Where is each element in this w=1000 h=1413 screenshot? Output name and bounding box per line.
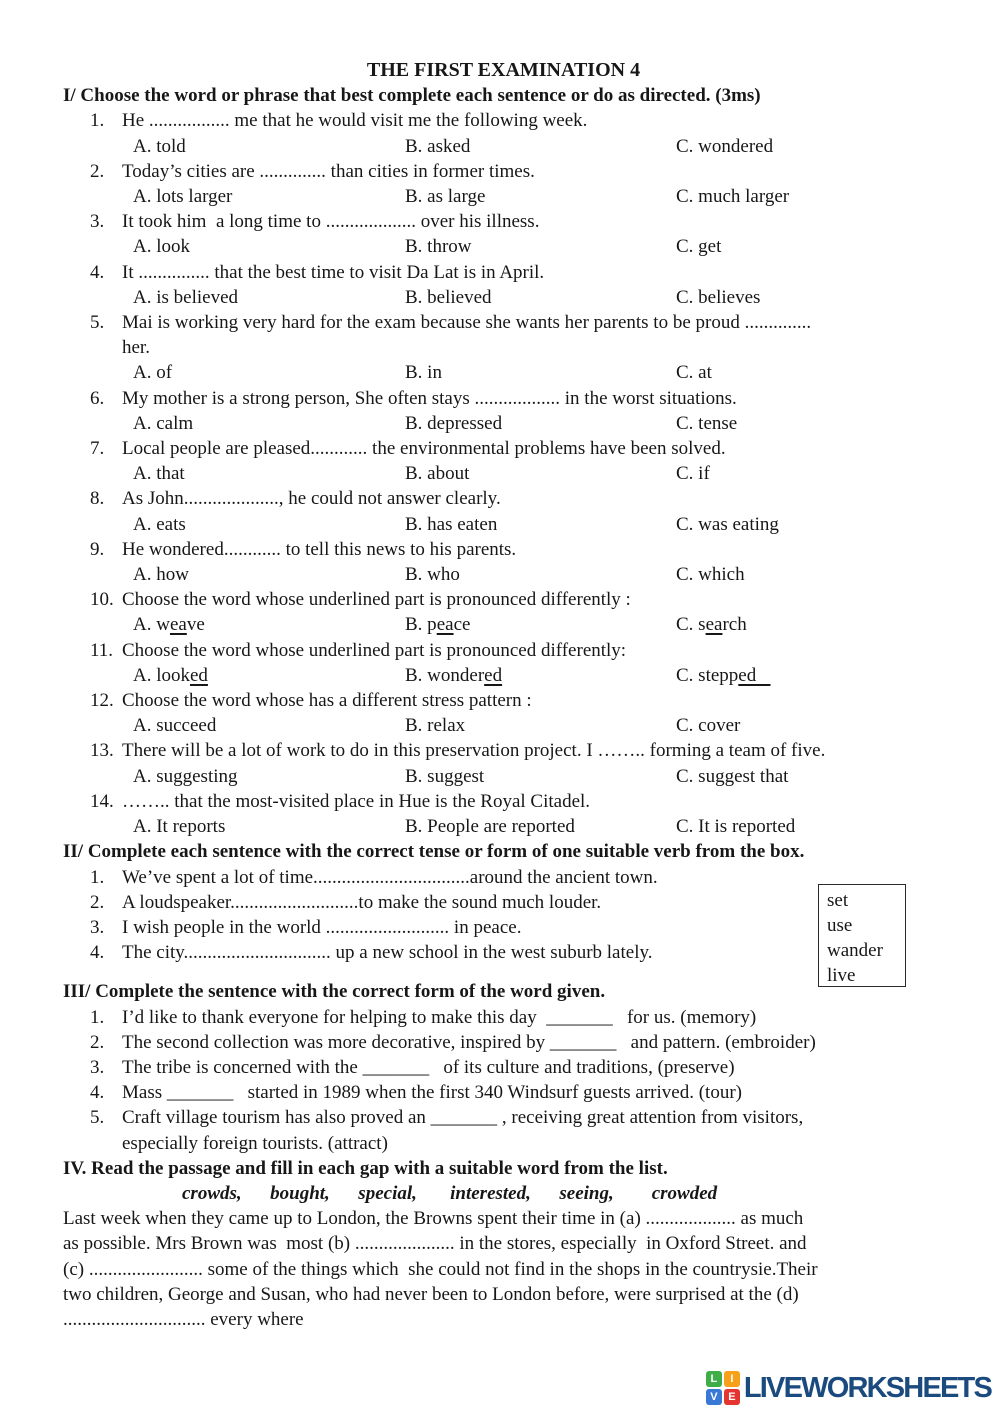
option-text: C. It is reported bbox=[676, 816, 796, 838]
passage-line: as possible. Mrs Brown was most (b) ..................... in the stores, especially in Oxford Street. and bbox=[63, 1233, 807, 1255]
option-underlined-part: ea bbox=[169, 614, 187, 636]
option bbox=[676, 612, 944, 637]
question-line bbox=[63, 310, 944, 335]
option bbox=[133, 814, 405, 839]
option bbox=[133, 360, 405, 385]
option bbox=[133, 663, 405, 688]
liveworksheets-icon bbox=[706, 1371, 740, 1405]
option-text: C. tense bbox=[676, 412, 738, 434]
question-line bbox=[63, 688, 944, 713]
option-text: A. It reports bbox=[133, 816, 226, 838]
question-number: 4. bbox=[90, 261, 105, 283]
option bbox=[133, 562, 405, 587]
option-text: B. asked bbox=[405, 135, 471, 157]
option-text: C. get bbox=[676, 236, 722, 258]
option bbox=[133, 512, 405, 537]
options-row bbox=[63, 184, 944, 209]
question-text: He ................. me that he would visit me the following week. bbox=[122, 110, 588, 132]
option bbox=[676, 234, 944, 259]
item-number: 4. bbox=[90, 942, 105, 964]
option bbox=[676, 713, 944, 738]
option-text: B. p bbox=[405, 614, 437, 636]
passage bbox=[63, 1206, 944, 1332]
question-number: 14. bbox=[90, 790, 114, 812]
option-text: B. who bbox=[405, 564, 460, 586]
option-text: B. depressed bbox=[405, 412, 503, 434]
option bbox=[405, 285, 676, 310]
options-row bbox=[63, 234, 944, 259]
question-line bbox=[63, 159, 944, 184]
question-text-continued: her. bbox=[122, 337, 150, 359]
option-text: A. that bbox=[133, 463, 185, 485]
option-text: A. told bbox=[133, 135, 186, 157]
fill-item-line bbox=[63, 915, 944, 940]
option bbox=[405, 512, 676, 537]
section3-heading: III/ Complete the sentence with the correct form of the word given. bbox=[63, 981, 606, 1003]
item-number: 2. bbox=[90, 891, 105, 913]
option-text: A. of bbox=[133, 362, 173, 384]
options-row bbox=[63, 612, 944, 637]
question-line bbox=[63, 738, 944, 763]
option-text: B. suggest bbox=[405, 765, 485, 787]
option-text: B. wonder bbox=[405, 664, 485, 686]
option bbox=[405, 234, 676, 259]
question-text: Mai is working very hard for the exam because she wants her parents to be proud .............. bbox=[122, 312, 812, 334]
item-text: Craft village tourism has also proved an _______ , receiving great attention from visitors, bbox=[122, 1107, 804, 1129]
option-text: C. which bbox=[676, 564, 745, 586]
options-row bbox=[63, 411, 944, 436]
question-line bbox=[63, 260, 944, 285]
option-underlined-part: ed bbox=[738, 664, 771, 686]
question-line bbox=[63, 108, 944, 133]
option-text: C. much larger bbox=[676, 186, 790, 208]
option-text: B. believed bbox=[405, 286, 492, 308]
option-text: A. eats bbox=[133, 513, 186, 535]
option-text: A. succeed bbox=[133, 715, 217, 737]
options-row bbox=[63, 713, 944, 738]
verb-word-box bbox=[818, 884, 906, 987]
question-line bbox=[63, 587, 944, 612]
logo-square-v: V bbox=[706, 1389, 722, 1405]
option bbox=[676, 764, 944, 789]
option bbox=[676, 562, 944, 587]
verb-box-word: set bbox=[827, 890, 849, 911]
word-form-item-line bbox=[63, 1030, 944, 1055]
options-row bbox=[63, 461, 944, 486]
item-text: We’ve spent a lot of time.................................around the ancient town. bbox=[122, 866, 658, 888]
logo-square-l: L bbox=[706, 1371, 722, 1387]
word-form-item-line bbox=[63, 1105, 944, 1130]
question-number: 1. bbox=[90, 110, 105, 132]
option-text: A. w bbox=[133, 614, 170, 636]
section2-items bbox=[63, 865, 944, 966]
option-text: C. at bbox=[676, 362, 712, 384]
liveworksheets-brand-text: LIVEWORKSHEETS bbox=[743, 1372, 991, 1404]
word-form-item-line bbox=[63, 1080, 944, 1105]
options-row bbox=[63, 512, 944, 537]
question-line bbox=[63, 386, 944, 411]
item-text: The tribe is concerned with the _______ of its culture and traditions, (preserve) bbox=[122, 1056, 735, 1078]
option bbox=[133, 411, 405, 436]
option bbox=[405, 562, 676, 587]
item-number: 3. bbox=[90, 916, 105, 938]
option-text: A. lots larger bbox=[133, 186, 233, 208]
question-text: My mother is a strong person, She often stays .................. in the worst situations. bbox=[122, 387, 737, 409]
question-number: 11. bbox=[90, 639, 114, 661]
option bbox=[405, 461, 676, 486]
question-text: Today’s cities are .............. than cities in former times. bbox=[122, 160, 535, 182]
item-number: 1. bbox=[90, 866, 105, 888]
option bbox=[133, 461, 405, 486]
option bbox=[676, 134, 944, 159]
option bbox=[405, 663, 676, 688]
question-number: 8. bbox=[90, 488, 105, 510]
option bbox=[405, 134, 676, 159]
option bbox=[133, 612, 405, 637]
fill-item-line bbox=[63, 890, 944, 915]
question-number: 3. bbox=[90, 211, 105, 233]
option-underlined-part: ea bbox=[705, 614, 723, 636]
option bbox=[676, 411, 944, 436]
item-text: Mass _______ started in 1989 when the first 340 Windsurf guests arrived. (tour) bbox=[122, 1082, 742, 1104]
logo-square-i: I bbox=[724, 1371, 740, 1387]
item-text: I wish people in the world .......................... in peace. bbox=[122, 916, 522, 938]
question-line bbox=[63, 209, 944, 234]
logo-square-e: E bbox=[724, 1389, 740, 1405]
question-text: He wondered............ to tell this news to his parents. bbox=[122, 538, 517, 560]
option-text: B. throw bbox=[405, 236, 472, 258]
option-text: B. as large bbox=[405, 186, 486, 208]
question-number: 10. bbox=[90, 589, 114, 611]
passage-line: Last week when they came up to London, the Browns spent their time in (a) ................... as much bbox=[63, 1208, 804, 1230]
question-number: 13. bbox=[90, 740, 114, 762]
option bbox=[133, 234, 405, 259]
option bbox=[405, 612, 676, 637]
question-number: 7. bbox=[90, 438, 105, 460]
question-line bbox=[63, 789, 944, 814]
option-text: A. suggesting bbox=[133, 765, 238, 787]
item-text: I’d like to thank everyone for helping to make this day _______ for us. (memory) bbox=[122, 1006, 757, 1028]
section1-questions bbox=[63, 108, 944, 839]
question-number: 9. bbox=[90, 538, 105, 560]
option-text: C. suggest that bbox=[676, 765, 789, 787]
option-text: C. stepp bbox=[676, 664, 739, 686]
options-row bbox=[63, 764, 944, 789]
passage-line: two children, George and Susan, who had never been to London before, were surprised at the (d) bbox=[63, 1283, 799, 1305]
option bbox=[676, 360, 944, 385]
section4-heading: IV. Read the passage and fill in each gap with a suitable word from the list. bbox=[63, 1157, 668, 1179]
item-text: A loudspeaker...........................to make the sound much louder. bbox=[122, 891, 602, 913]
option bbox=[133, 134, 405, 159]
option-text-after: rch bbox=[722, 614, 747, 636]
option bbox=[676, 512, 944, 537]
option bbox=[676, 663, 944, 688]
question-number: 5. bbox=[90, 312, 105, 334]
option bbox=[676, 814, 944, 839]
option-text: A. calm bbox=[133, 412, 194, 434]
option bbox=[676, 461, 944, 486]
option-text: B. relax bbox=[405, 715, 466, 737]
fill-item-line bbox=[63, 865, 944, 890]
option-text: A. is believed bbox=[133, 286, 239, 308]
option bbox=[676, 184, 944, 209]
option-text: B. has eaten bbox=[405, 513, 498, 535]
question-text: Local people are pleased............ the environmental problems have been solved. bbox=[122, 438, 726, 460]
verb-box-word: live bbox=[827, 965, 856, 986]
item-number: 5. bbox=[90, 1107, 105, 1129]
option bbox=[133, 285, 405, 310]
question-text: It ............... that the best time to visit Da Lat is in April. bbox=[122, 261, 545, 283]
page-title: THE FIRST EXAMINATION 4 bbox=[366, 59, 641, 81]
options-row bbox=[63, 814, 944, 839]
option bbox=[133, 184, 405, 209]
option bbox=[133, 713, 405, 738]
section2-heading: II/ Complete each sentence with the correct tense or form of one suitable verb from the box. bbox=[63, 841, 805, 863]
section-spacer bbox=[63, 965, 944, 979]
option bbox=[405, 764, 676, 789]
option-text: C. was eating bbox=[676, 513, 779, 535]
item-text: The second collection was more decorative, inspired by _______ and pattern. (embroider) bbox=[122, 1031, 816, 1053]
section3-items bbox=[63, 1005, 944, 1156]
word-form-item-line bbox=[63, 1055, 944, 1080]
question-number: 6. bbox=[90, 387, 105, 409]
option-text: C. believes bbox=[676, 286, 761, 308]
question-number: 2. bbox=[90, 160, 105, 182]
option-text-after: ce bbox=[453, 614, 471, 636]
question-text: It took him a long time to ................... over his illness. bbox=[122, 211, 540, 233]
item-number: 4. bbox=[90, 1082, 105, 1104]
section1-heading: I/ Choose the word or phrase that best complete each sentence or do as directed. (3ms) bbox=[63, 85, 761, 107]
question-text: There will be a lot of work to do in this preservation project. I …….. forming a team of five. bbox=[122, 740, 826, 762]
item-number: 3. bbox=[90, 1056, 105, 1078]
word-form-item-line bbox=[63, 1005, 944, 1030]
question-text: Choose the word whose has a different stress pattern : bbox=[122, 690, 532, 712]
option bbox=[405, 360, 676, 385]
question-text: Choose the word whose underlined part is pronounced differently : bbox=[122, 589, 631, 611]
question-line bbox=[63, 436, 944, 461]
option-text-after: ve bbox=[186, 614, 205, 636]
verb-box-word: use bbox=[827, 915, 853, 936]
passage-line: .............................. every where bbox=[63, 1308, 304, 1330]
option-text: B. People are reported bbox=[405, 816, 575, 838]
option-text: B. about bbox=[405, 463, 470, 485]
options-row bbox=[63, 285, 944, 310]
item-number: 1. bbox=[90, 1006, 105, 1028]
option bbox=[676, 285, 944, 310]
item-text: The city............................... up a new school in the west suburb lately. bbox=[122, 942, 653, 964]
question-text: …….. that the most-visited place in Hue is the Royal Citadel. bbox=[122, 790, 591, 812]
option-text: C. cover bbox=[676, 715, 741, 737]
option-text: A. look bbox=[133, 236, 190, 258]
option-text: C. s bbox=[676, 614, 706, 636]
option-text: A. look bbox=[133, 664, 190, 686]
verb-box-word: wander bbox=[827, 940, 883, 961]
option-underlined-part: ed bbox=[190, 664, 208, 686]
passage-line: (c) ........................ some of the things which she could not find in the shops in the countrysie.Their bbox=[63, 1258, 818, 1280]
item-text-continued: especially foreign tourists. (attract) bbox=[122, 1132, 388, 1154]
question-number: 12. bbox=[90, 690, 114, 712]
option-underlined-part: ea bbox=[436, 614, 454, 636]
option bbox=[405, 184, 676, 209]
question-line bbox=[63, 537, 944, 562]
fill-item-line bbox=[63, 940, 944, 965]
option bbox=[405, 713, 676, 738]
options-row bbox=[63, 663, 944, 688]
question-line bbox=[63, 486, 944, 511]
liveworksheets-logo bbox=[706, 1369, 991, 1407]
option bbox=[405, 411, 676, 436]
gap-fill-word-list: crowds, bought, special, interested, seeing, crowded bbox=[182, 1182, 718, 1204]
question-text: As John...................., he could not answer clearly. bbox=[122, 488, 501, 510]
option-text: C. if bbox=[676, 463, 710, 485]
option bbox=[133, 764, 405, 789]
options-row bbox=[63, 134, 944, 159]
option-text: C. wondered bbox=[676, 135, 774, 157]
options-row bbox=[63, 360, 944, 385]
question-text: Choose the word whose underlined part is pronounced differently: bbox=[122, 639, 627, 661]
item-number: 2. bbox=[90, 1031, 105, 1053]
option bbox=[405, 814, 676, 839]
option-text: A. how bbox=[133, 564, 189, 586]
option-underlined-part: ed bbox=[484, 664, 503, 686]
option-text: B. in bbox=[405, 362, 442, 384]
options-row bbox=[63, 562, 944, 587]
question-line bbox=[63, 638, 944, 663]
